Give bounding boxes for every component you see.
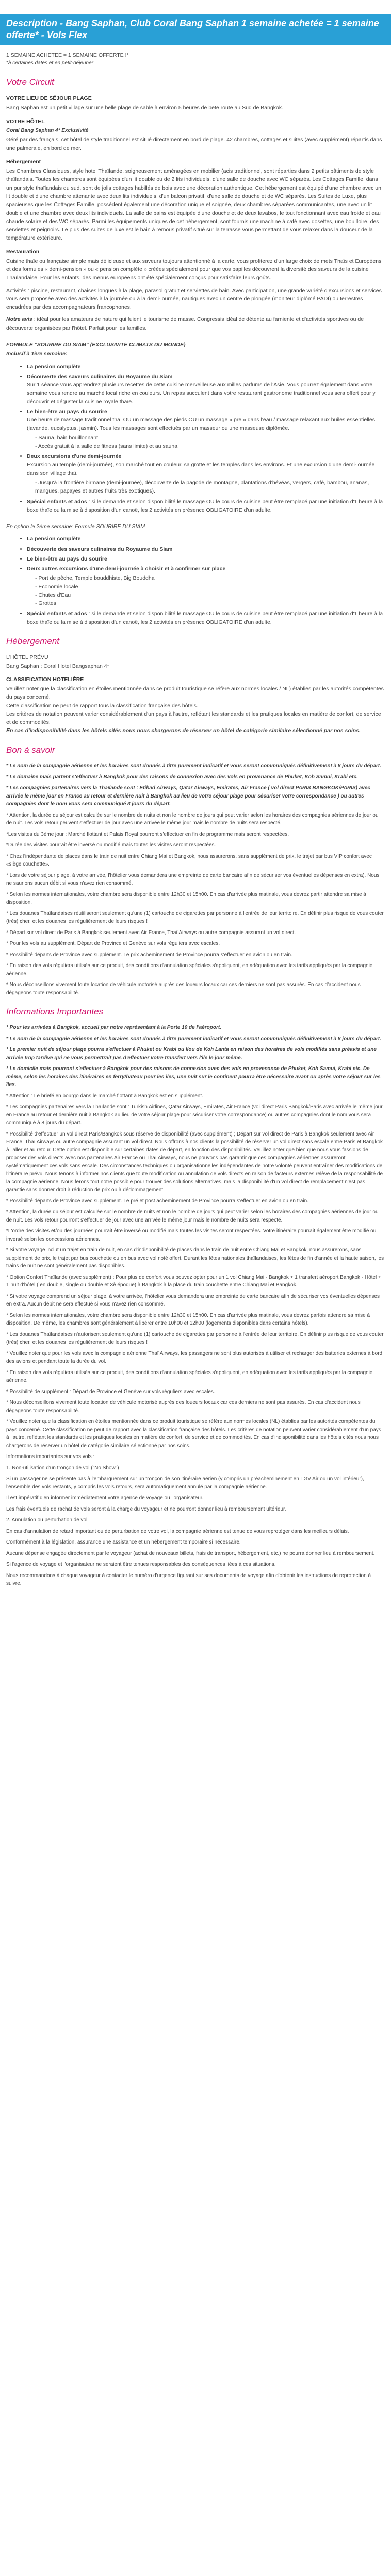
heading-informations: Informations Importantes [6,1007,104,1017]
option2-title: En option la 2ème semaine: Formule SOURIRE DU SIAM [6,523,145,530]
hotel-prevu: Bang Saphan : Coral Hotel Bangsaphan 4* [6,663,109,669]
formule-title: FORMULE "SOURIRE DU SIAM" (EXCLUSIVITÉ CLIMATS DU MONDE) [6,341,186,348]
info-paragraph: * En raison des vols réguliers utilisés sur ce produit, des conditions d'annulation spéciales s'appliquent, en adéquation avec les tarifs appliqués par la compagnie aérienne. [6,963,373,977]
info-paragraph: * Si votre voyage comprend un séjour plage, à votre arrivée, l'hôtelier vous demandera une empreinte de carte bancaire afin de sécuriser vos éventuelles dépenses en extra. Aucun débit ne sera effectué si vous n'avez rien consommé. [6,1293,380,1308]
heading-bon-a-savoir: Bon à savoir [6,744,55,755]
activites-text: Activités : piscine, restaurant, chaises longues à la plage, parasol gratuit et serviettes de bain. Avec participation, une grande variété d'excursions et services vous sera proposée avec des activités à la journée ou à la demi-journée, nautiques avec un centre de plongée (moniteur diplômé PADI) ou terrestres encadrées par des accompagnateurs francophones. [6,287,382,311]
info-paragraph: Les frais éventuels de rachat de vols seront à la charge du voyageur et ne pourront donner lieu à remboursement ultérieur. [6,1506,286,1512]
formule-subtitle: Inclusif à 1ère semaine: [6,351,68,358]
info-paragraph: * Les compagnies partenaires vers la Thaïlande sont : Etihad Airways, Qatar Airways, Emirates, Air France ( vol direct PARIS BANGKOK/PARIS) avec arrivée le même jour en France au retour et dernière nuit à Bangkok au lieu de votre séjour plage pour sécuriser votre correspondance ) ou autres compagnies dont le nom vous sera communiqué 8 jours du départ. [6,785,370,807]
info-paragraph: * Les douanes Thaïlandaises réutiliseront seulement qu'une (1) cartouche de cigarettes par personne à l'entrée de leur territoire. En définir plus risque de vous couter (très) cher, et les douanes les régulièrement de leurs risques ! [6,910,384,925]
option2-list [6,535,385,626]
heading-votre-circuit: Votre Circuit [6,77,54,87]
sub-list-item: - Port de pêche, Temple bouddhiste, Big Bouddha [35,575,155,582]
info-paragraph: * Nous déconseillons vivement toute location de véhicule motorisé auprès des loueurs locaux car ces derniers ne sont pas assurés. En cas d'accident nous dégageons toute responsabilité. [6,982,361,996]
notre-avis-text: : idéal pour les amateurs de nature qui fuient le tourisme de masse. Congressis idéal de détente au farniente et d'activités sportives ou de découverte organisées par l'hôtel. Parfait pour les familles. [6,316,364,331]
list-item-detail: : si le demande et selon disponibilité le massage OU le cours de cuisine peut être remplacé par une initiation d'1 heure à la boxe thaïe ou la mise à disposition d'un canoë, les 2 activités en présence OBLIGATOIRE d'un adulte. [27,611,383,625]
info-paragraph: * Possibilité départs de Province avec supplément. Le prix acheminement de Province pourra s'effectuer en avion ou en train. [6,952,292,958]
info-paragraph: * Le nom de la compagnie aérienne et les horaires sont donnés à titre purement indicatif et vous seront communiqués définitivement à 8 jours du départ. [6,763,381,769]
heading-restauration: Restauration [6,248,40,255]
info-paragraph: * Lors de votre séjour plage, à votre arrivée, l'hôtelier vous demandera une empreinte de carte bancaire afin de sécuriser vos éventuelles dépenses en extra). Nous ne saurions aucun débit si vous n'avez rien consommé. [6,872,380,887]
list-item [27,565,385,607]
info-paragraph: * Option Confort Thaïlande (avec supplément) : Pour plus de confort vous pouvez opter pour un 1 vol Chiang Mai - Bangkok + 1 transfert aéroport Bangkok - Hôtel + 1 nuit d'hôtel ( en double, single ou double et 3è époque) à Bangkok à la place du train couchette entre Chiang Mai et Bangkok. [6,1274,381,1289]
info-paragraph: 1. Non-utilisation d'un tronçon de vol ("No Show") [6,1465,119,1471]
list-item-title: Le bien-être au pays du sourire [27,408,107,415]
list-item-title: Spécial enfants et ados [27,498,87,505]
list-item-detail: : si le demande et selon disponibilité le massage OU le cours de cuisine peut être remplacé par une initiation d'1 heure à la boxe thaïe ou la mise à disposition d'un canoë, les 2 activités en présence OBLIGATOIRE d'un adulte. [27,498,383,513]
info-paragraph: * Les compagnies partenaires vers la Thaïlande sont : Turkish Airlines, Qatar Airways, Emirates, Air France (vol direct Paris Bangkok/Paris avec arrivée le même jour en France au retour et dernière nuit à Bangkok au lieu de votre séjour plage pour sécuriser votre correspondance) ou autres compagnies dont le nom vous sera communiqué à 8 jours du départ. [6,1104,383,1126]
lieu-text: Bang Saphan est un petit village sur une belle plage de sable à environ 5 heures de bete route au Sud de Bangkok. [6,105,284,111]
info-paragraph: * Pour les vols au supplément, Départ de Province et Genève sur vols réguliers avec escales. [6,941,220,947]
notre-avis [6,315,385,332]
info-paragraph: Aucune dépense engagée directement par le voyageur (achat de nouveaux billets, frais de transport, hébergement, etc.) ne pourra donner lieu à remboursement. [6,1550,375,1556]
info-paragraph: * Le domaine mais partent s'effectuer à Bangkok pour des raisons de connexion avec des vols en provenance de Phuket, Koh Samui, Krabi etc. [6,774,358,780]
info-paragraph: * Chez l'indépendante de places dans le train de nuit entre Chiang Mai et Bangkok, nous assurerons, sans supplément de prix, le trajet par bus VIP confort avec «siège couchette». [6,853,372,868]
info-paragraph: * Le domicile mais pourront s'effectuer à Bangkok pour des raisons de connexion avec des vols en provenance de Phuket, Koh Samui, Krabi etc. De même, selon les horaires des itinéraires en ferry/bateau pour les îles, une nuit sur le continent pourra être nécessaire avant ou après votre séjour sur les îles. [6,1066,381,1088]
intro-offer: 1 SEMAINE ACHETEE = 1 SEMAINE OFFERTE !* [6,52,129,58]
hotel-name: Coral Bang Saphan 4* Exclusivité [6,127,89,133]
info-paragraph: * Possibilité d'effectuer un vol direct Paris/Bangkok sous réserve de disponibilité (avec supplément) ; Départ sur vol direct de Paris à Bangkok seulement avec Air France, Thaï Airways ou autre compagnie assurant un vol direct. Nous offrons à nos clients la possibilité de réserver un vol direct sans escale entre Paris et Bangkok à l'aller et au retour. Cette option est disponible sur certaines dates de départ, en fonction des disponibilités. Veuillez noter que bien que nous vous fassions de proposer des vols directs avec nos partenaires Air France ou Thaï Airways, nous ne pouvons pas garantir que ces compagnies aériennes assureront systématiquement ces vols sans escale. Des circonstances techniques ou organisationnelles indépendantes de notre volonté peuvent entraîner des modifications de l'itinéraire prévu. Nous tenons à informer nos clients que toute modification ou annulation de vols directs en raison de facteurs externes relève de la responsabilité de la compagnie aérienne. Nous ferons tout notre possible pour trouver des solutions alternatives, mais la disponibilité d'un vol direct de remplacement n'est pas garantie sans donner droit à réduction de prix ou à dédommagement. [6,1131,383,1193]
info-paragraph: Informations importantes sur vos vols : [6,1454,95,1460]
sub-list-item: - Jusqu'à la frontière birmane (demi-journée), découverte de la pagode de montagne, plantations d'hévéas, vergers, café, bambou, ananas, mangues, papayes et autres fruits très exotiques). [35,479,369,495]
info-paragraph: *Durée des visites pourrait être inversé ou modifié mais toutes les visites seront respectées. [6,842,216,849]
list-item-title: Spécial enfants et ados [27,611,87,617]
info-paragraph: * Attention : Le briefé en bourgo dans le marché flottant à Bangkok est en supplément. [6,1093,203,1099]
list-item-title: Découverte des saveurs culinaires du Royaume du Siam [27,373,173,380]
classification-2: Cette classification ne peut de rapport tous la classification française des hôtels. [6,702,198,709]
formule-list [6,363,385,515]
list-item-detail: Une heure de massage traditionnel thaï OU un massage des pieds OU un massage « pre » dans l'eau / massage relaxant aux huiles essentielles (lavande, eucalyptus, jasmin). Tous les massages sont effectués par un masseur ou une masseuse diplômée. [27,417,375,432]
heading-hebergement: Hébergement [6,636,60,646]
list-item [27,535,385,543]
list-item-detail: Sur 1 séance vous apprendrez plusieurs recettes de cette cuisine merveilleuse aux milles parfums de l'Asie. Vous pourrez également dans votre semaine vous rendre au marché local riche en couleurs. Un repas succulent dans votre restaurant gastronome traditionnel vous sera offert pour y découvrir et déguster la cuisine royale thaïe. [27,382,376,405]
info-paragraph: * Selon les normes internationales, votre chambre sera disponible entre 12h30 et 15h00. En cas d'arrivée plus matinale, vous devrez parfois attendre sa mise à disposition. De même, les chambres sont généralement à libérer entre 10h00 et 12h00 (logements disponibles dans certains hôtels). [6,1312,370,1327]
sub-list [27,434,385,451]
intro [6,51,385,67]
info-paragraph: *L'ordre des visites et/ou des journées pourrait être inversé ou modifié mais toutes les visites seront respectées. Votre itinéraire pourrait également être modifié ou inversé selon les concessions aériennes. [6,1228,377,1242]
info-paragraph: * Les douanes Thaïlandaises n'autorisent seulement qu'une (1) cartouche de cigarettes par personne à l'entrée de leur territoire. En définir plus risque de vous couter (très) cher, et les douanes les régulièrement de leurs risques ! [6,1331,384,1346]
info-paragraph: * Veuillez noter que pour les vols avec la compagnie aérienne Thaï Airways, les passagers ne sont plus autorisés à utiliser et recharger des batteries externes à bord des avions et pendant toute la durée du vol. [6,1350,383,1365]
list-item-detail: Excursion au temple (demi-journée), son marché tout en couleur, sa grotte et les temples dans les environs. Et une excursion d'une demi-journée dans son village thaï. [27,462,375,477]
info-paragraph: * Nous déconseillons vivement toute location de véhicule motorisé auprès des loueurs locaux car ces derniers ne sont pas assurés. En cas d'accident nous dégageons toute responsabilité. [6,1400,361,1414]
hotel-text: Géré par des français, cet hôtel de style traditionnel est situé directement en bord de plage. 42 chambres, cottages et suites (avec supplément) répartis dans une palmeraie, en bord de mer. [6,137,382,151]
list-item [27,363,385,371]
info-paragraph: * Départ sur vol direct de Paris à Bangkok seulement avec Air France, Thaï Airways ou autre compagnie assurant un vol direct. [6,929,296,936]
info-paragraph: Si l'agence de voyage et l'organisateur ne seraient être tenues responsables des conséquences liées à ces situations. [6,1562,276,1568]
info-paragraph: * Possibilité départs de Province avec supplément. Le pré et post acheminement de Province pourra s'effectuer en avion ou en train. [6,1198,308,1204]
page-title: Description - Bang Saphan, Club Coral Bang Saphan 1 semaine achetée = 1 semaine offerte* - Vols Flex [0,14,391,45]
sub-list-item: - Accès gratuit à la salle de fitness (sans limite) et au sauna. [35,443,179,449]
info-paragraph: * Si votre voyage inclut un trajet en train de nuit, en cas d'indisponibilité de places dans le train de nuit entre Chiang Mai et Bangkok, nous assurerons, sans supplément de prix, le trajet par bus couchette ou en bus avec vol noté offert. Durant les fêtes nationales thaïlandaises, les fêtes de fin d'année et la haute saison, les trains de nuit ne sont généralement pas disponibles. [6,1247,384,1269]
page [0,14,391,1606]
list-item [27,408,385,450]
list-item [27,452,385,495]
heading-lieu: VOTRE LIEU DE SÉJOUR PLAGE [6,95,92,102]
info-paragraph: * Pour les arrivées à Bangkok, accueil par notre représentant à la Porte 10 de l'aéroport. [6,1025,221,1031]
heading-hebergement-circuit: Hébergement [6,158,41,165]
info-paragraph: * En raison des vols réguliers utilisés sur ce produit, des conditions d'annulation spéciales s'appliquent, en adéquation avec les tarifs appliqués par la compagnie aérienne. [6,1369,373,1384]
info-paragraph: En cas d'annulation de retard important ou de perturbation de votre vol, la compagnie aérienne est tenue de vous reprotéger dans les meilleurs délais. [6,1528,349,1534]
hebergement-circuit-text: Les Chambres Classiques, style hotel Thaïlande, soigneusement aménagées en mobilier (acis traditionnel, sont réparties dans 2 petits bâtiments de style thaïlandais. Toutes les chambres sont équipées d'un lit double ou de 2 lits individuels, d'une salle de douche avec WC séparés. Les Cottages Famille, dans un pur style thaïlandais du sud, sont de jolis cottages habillés de bois avec une décoration authentique. Cet hébergement est équipé d'une chambre avec un lit double et d'une chambre attenante avec deux lits individuels, d'un balcon privatif, d'une salle de douche et de WC séparés. Les Suites de Luxe, plus spacieuses que les Cottages Famille, possèdent également une décoration unique et soignée, deux chambres séparées communicantes, une avec un lit double et une chambre avec deux lits individuels. La salle de bains est équipée d'une douche et de deux lavabos, le tout fonctionnant avec eau froide et eau chaude solaire et des WC séparés. Parmi les équipements uniques de cet hébergement, sont fournis une machine à café avec dosettes, une bouilloire, des serviettes et peignoirs. Le plus des suites de luxe est le bain à remous privatif situé sur la terrasse vous permettant de vous relaxer dans la douceur de la température extérieure. [6,168,381,242]
info-paragraph: * Veuillez noter que la classification en étoiles mentionnée dans ce produit touristique se réfère aux normes locales (NL) établies par les autorités compétentes du pays concerné. Cette classification ne peut de rapport avec la classification française des hôtels. Les critères de notation peuvent varier considérablement d'un pays à l'autre, reflétant les standards et les pratiques locales en matière de confort, de service et de commodités. En cas d'indisponibilité dans les hôtels cités nous nous chargerons de réserver un hôtel de catégorie similaire sélectionné par nos soins. [6,1419,381,1449]
classification-3: Les critères de notation peuvent varier considérablement d'un pays à l'autre, reflétant les standards et les pratiques locales en matière de confort, de service et de commodités. [6,710,381,726]
bon-a-savoir-list [6,762,385,997]
info-paragraph: * Attention, la durée du séjour est calculée sur le nombre de nuits et non le nombre de jours qui peut varier selon les horaires des compagnies aériennes de jour ou de nuit. Les vols retour peuvent s'effectuer de jour avec une arrivée le même jour mais le nombre de nuits sera respecté. [6,812,379,826]
sub-list [27,479,385,496]
heading-classification: CLASSIFICATION HOTELIÈRE [6,676,84,683]
sub-list-item: - Economie locale [35,583,78,590]
restauration-text: Cuisine thaïe ou française simple mais délicieuse et aux saveurs toujours attentionné à la carte, vous profiterez d'un large choix de mets Thaïs et Européens et des formules « demi-pension » ou « pension complète » créées spécialement pour que vos papilles découvrent la diversité des saveurs de la cuisine Thaïlandaise. Pour les enfants, des menus européens ont été spécialement conçus pour satisfaire leurs goûts. [6,258,382,281]
sub-list-item: - Sauna, bain bouillonnant. [35,434,100,441]
info-paragraph: Il est impératif d'en informer immédiatement votre agence de voyage ou l'organisateur. [6,1495,204,1501]
intro-note: *à certaines dates et en petit-déjeuner [6,60,93,66]
list-item [27,545,385,553]
info-paragraph: * Possibilité de supplément : Départ de Province et Genève sur vols réguliers avec escales. [6,1388,215,1395]
info-paragraph: * Selon les normes internationales, votre chambre sera disponible entre 12h30 et 15h00. En cas d'arrivée plus matinale, vous devrez partir attendre sa mise à disposition. [6,891,366,906]
list-item [27,555,385,563]
list-item-title: Le bien-être au pays du sourire [27,555,107,562]
list-item-title: Deux autres excursions d'une demi-journée à choisir et à confirmer sur place [27,566,226,572]
info-paragraph: Si un passager ne se présente pas à l'embarquement sur un tronçon de son itinéraire aérien (y compris un préacheminement en TGV Air ou un vol intérieur), l'ensemble des vols restants, y compris les vols retours, sera automatiquement annulé par la compagnie aérienne. [6,1476,364,1490]
list-item-title: Deux excursions d'une demi-journée [27,453,122,460]
classification-1: Veuillez noter que la classification en étoiles mentionnée dans ce produit touristique se réfère aux normes locales / NL) établies par les autorités compétentes du pays concerné. [6,686,384,701]
info-paragraph: * Le nom de la compagnie aérienne et les horaires sont donnés à titre purement indicatif et vous seront communiqués définitivement à 8 jours du départ. [6,1036,381,1042]
list-item [27,372,385,406]
list-item [27,498,385,515]
info-paragraph: Nous recommandons à chaque voyageur à contacter le numéro d'urgence figurant sur ses documents de voyage afin d'obtenir les instructions de reprotection à suivre. [6,1572,371,1587]
info-paragraph: 2. Annulation ou perturbation de vol [6,1517,88,1523]
classification-4: En cas d'indisponibilité dans les hôtels cités nous nous chargerons de réserver un hôtel de catégorie similaire sélectionné par nos soins. [6,727,361,734]
sub-list-item: - Chutes d'Eau [35,591,71,598]
info-paragraph: * Attention, la durée du séjour est calculée sur le nombre de nuits et non le nombre de jours qui peut varier selon les horaires des compagnies aériennes de jour ou de nuit. Les vols retour pourront s'effectuer de jour avec une arrivée le même jour mais le nombre de nuits sera respecté. [6,1209,379,1223]
informations-list [6,1024,385,1588]
list-item-title: La pension complète [27,536,81,543]
list-item-title: La pension complète [27,363,81,370]
list-item-title: Découverte des saveurs culinaires du Royaume du Siam [27,546,173,552]
hotel-prevu-label: L'HÔTEL PRÉVU [6,654,48,661]
heading-hotel: VOTRE HÔTEL [6,118,45,125]
info-paragraph: *Les visites du 3ème jour : Marché flottant et Palais Royal pourront s'effectuer en fin de programme mais seront respectées. [6,831,289,837]
info-paragraph: * Le premier nuit de séjour plage pourra s'effectuer à Phuket ou Krabi ou Ilou de Koh Lanta en raison des horaires de vols modifiés sans préavis et une arrivée trop tardive qui ne vous permettrait pas d'effectuer votre transfert vers l'île le jour même. [6,1047,377,1061]
content [0,51,391,1588]
list-item [27,609,385,626]
sub-list-item: - Grottes [35,600,56,607]
info-paragraph: Conformément à la législation, assurance une assistance et un hébergement temporaire si nécessaire. [6,1539,241,1546]
notre-avis-label: Notre avis [6,316,32,323]
sub-list [27,574,385,607]
